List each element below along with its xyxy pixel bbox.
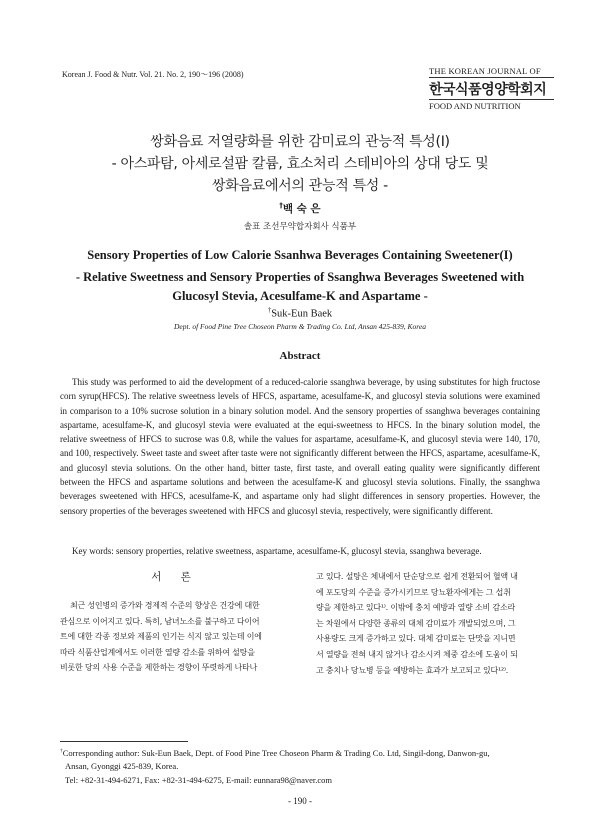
journal-name-en-bottom: FOOD AND NUTRITION (429, 99, 554, 111)
page-number: - 190 - (288, 796, 312, 806)
journal-name-ko: 한국식품영양학회지 (429, 82, 547, 98)
text-line: 사용량도 크게 증가하고 있다. 대체 감미료는 단맛을 지니면 (316, 634, 516, 644)
text-line: 따라 식품산업계에서도 이러한 열량 감소를 위하여 설탕을 (60, 647, 255, 657)
text-line: 는 차원에서 다양한 종류의 대체 감미료가 개발되었으며, 그 (316, 618, 516, 628)
korean-title-line-2: - 아스파탐, 아세로설팜 칼륨, 효소처리 스테비아의 상대 당도 및 (111, 156, 489, 172)
abstract-heading: Abstract (279, 350, 321, 362)
english-affiliation: Dept. of Food Pine Tree Choseon Pharm & Trading Co. Ltd, Ansan 425-839, Korea (173, 322, 427, 331)
footnote-line (60, 745, 550, 760)
text-line: 트에 대한 각종 정보와 제품의 인기는 식지 않고 있는데 이에 (60, 632, 262, 642)
text-line: 량을 제한하고 있다¹⁾. 이밖에 충치 예방과 열량 소비 감소라 (316, 603, 516, 613)
text-line: 고 있다. 설탕은 체내에서 단순당으로 쉽게 전환되어 혈액 내 (316, 572, 518, 581)
corresponding-author-footnote (60, 745, 550, 787)
introduction-left-column (60, 598, 292, 676)
text-line: 에 포도당의 수준을 증가시키므로 당뇨환자에게는 그 섭취 (316, 587, 511, 597)
korean-author-name: 백 숙 은 (282, 203, 321, 215)
korean-author (0, 201, 600, 216)
footnote-line: Tel: +82-31-494-6271, Fax: +82-31-494-6275, E-mail: eunnara98@naver.com (65, 774, 333, 785)
english-title-line-1: Sensory Properties of Low Calorie Ssanhwa Beverages Containing Sweetener(I) (87, 248, 513, 262)
author-mark: † (267, 307, 272, 314)
english-title-line-2: - Relative Sweetness and Sensory Properties of Ssanghwa Beverages Sweetened with (75, 270, 525, 284)
korean-title-line-3: 쌍화음료에서의 관능적 특성 - (212, 178, 388, 194)
introduction-right-column (316, 569, 544, 678)
introduction-heading: 서 론 (151, 571, 199, 583)
text-line: 관심으로 이어지고 있다. 특히, 남녀노소를 불구하고 다이어 (60, 616, 260, 626)
footnote-mark: † (60, 748, 63, 754)
journal-masthead (429, 66, 554, 111)
footnote-text: Corresponding author: Suk-Eun Baek, Dept. of Food Pine Tree Choseon Pharm & Trading Co. Ltd, Singil-dong, Danwon-gu, (62, 747, 490, 758)
english-author-name: Suk-Eun Baek (271, 308, 333, 320)
keywords: Key words: sensory properties, relative sweetness, aspartame, acesulfame-K, glucosyl stevia, ssanghwa beverage. (72, 546, 482, 556)
text-line: 비롯한 당의 사용 수준을 제한하는 경향이 뚜렷하게 나타나 (60, 663, 258, 673)
journal-name-en-top: THE KOREAN JOURNAL OF (429, 66, 554, 78)
footnote-divider (60, 741, 188, 742)
text-line: 최근 성인병의 증가와 경제적 수준의 향상은 건강에 대한 (70, 601, 260, 610)
journal-citation: Korean J. Food & Nutr. Vol. 21. No. 2, 190～196 (2008) (62, 70, 244, 79)
text-line: 서 열량을 전혀 내지 않거나 감소시켜 체중 감소에 도움이 되 (316, 649, 518, 659)
text-line: 고 충치나 당뇨병 등을 예방하는 효과가 보고되고 있다¹²⁾. (316, 665, 509, 675)
abstract-body: This study was performed to aid the development of a reduced-calorie ssanghwa beverage, by using substitutes for high fructose corn syrup(HFCS). The relative sweetness levels of HFCS, aspartame, acesulfame-K, and glucosyl stevia solutions were examined in comparison to a 10% sucrose solution in a binary solution model. And the sensory properties of ssanghwa beverages containing aspartame, acesulfame-K, and glucosyl stevia were evaluated at the equi-sweetness to HFCS. In the binary solution model, the relative sweetness of HFCS to sucrose was 0.8, while the values for aspartame, acesulfame-K, and glucosyl stevia were 140, 170, and 100, respectively. Sweet taste and sweet after taste were not significantly different between the HFCS, aspartame, acesulfame-K, and glucosyl stevia solutions. On the other hand, bitter taste, first taste, and overall eating quality were significantly different between the HFCS and aspartame solutions and between the acesulfame-K and glucosyl stevia solutions. Finally, the ssanghwa beverages sweetened with HFCS, acesulfame-K, and aspartame only had slight differences in sensory properties. However, the sensory properties of the beverages sweetened with HFCS and glucosyl stevia, respectively, were significantly different. (60, 377, 540, 516)
footnote-line: Ansan, Gyonggi 425-839, Korea. (65, 761, 179, 772)
korean-affiliation: 솔표 조선무약합자회사 식품부 (243, 222, 357, 232)
korean-title-line-1: 쌍화음료 저열량화를 위한 감미료의 관능적 특성(I) (150, 134, 450, 150)
english-title-line-3: Glucosyl Stevia, Acesulfame-K and Aspartame - (172, 289, 428, 303)
english-author (0, 307, 600, 320)
author-mark: † (279, 201, 283, 210)
